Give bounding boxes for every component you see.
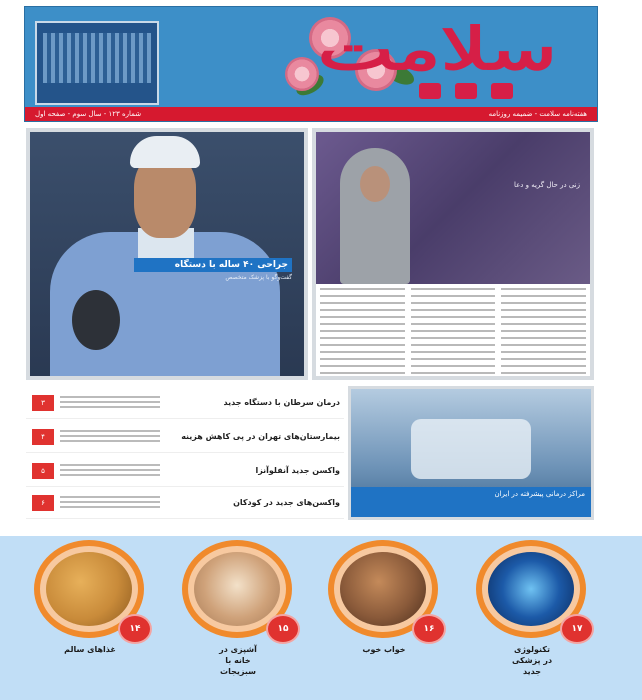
news-page-badge: ۳ <box>32 395 54 411</box>
circle-image <box>488 552 574 626</box>
masthead-building-image <box>35 21 159 105</box>
circle-image <box>340 552 426 626</box>
news-item[interactable] <box>26 456 344 487</box>
feature-article-caption: زنی در حال گریه و دعا <box>513 181 580 189</box>
masthead-strip <box>25 107 597 121</box>
news-list <box>26 386 344 520</box>
circle-feature[interactable] <box>176 540 306 690</box>
circle-feature[interactable] <box>28 540 158 690</box>
masthead-strip-right: هفته‌نامه سلامت - ضمیمه روزنامه <box>488 110 587 118</box>
doctor-cap <box>130 136 200 168</box>
masthead-title: سلامت <box>317 15 557 83</box>
news-summary <box>60 396 160 410</box>
masthead-badge <box>491 83 513 99</box>
news-page-badge: ۴ <box>32 429 54 445</box>
circle-image <box>194 552 280 626</box>
feature-article[interactable] <box>312 128 594 380</box>
masthead-badge <box>455 83 477 99</box>
text-column <box>501 288 586 376</box>
news-title[interactable]: واکسن جدید آنفلوآنزا <box>255 466 340 475</box>
news-item[interactable] <box>26 422 344 453</box>
circle-label[interactable]: غذاهای سالم <box>64 645 116 654</box>
circle-feature[interactable] <box>322 540 452 690</box>
news-summary <box>60 430 160 444</box>
woman-face <box>360 166 390 202</box>
circle-label[interactable]: تکنولوژی در پزشکی جدید <box>511 645 553 676</box>
medical-device-image <box>72 290 120 350</box>
masthead-icons <box>419 83 513 99</box>
masthead <box>24 6 598 122</box>
masthead-strip-left: شماره ۱۲۳ - سال سوم - صفحه اول <box>35 110 142 118</box>
clinic-equipment-image <box>411 419 531 479</box>
news-summary <box>60 464 160 478</box>
circle-page-badge: ۱۴ <box>118 614 152 644</box>
feature-article-photo <box>316 132 590 284</box>
circle-page-badge: ۱۷ <box>560 614 594 644</box>
feature-doctor-headline[interactable]: جراحی ۴۰ ساله با دستگاه <box>134 258 292 272</box>
clinic-caption: مراکز درمانی پیشرفته در ایران <box>351 487 591 517</box>
circle-label[interactable]: آشپزی در خانه با سبزیجات <box>219 645 257 676</box>
feature-article-body <box>316 288 590 376</box>
news-item[interactable] <box>26 488 344 519</box>
circle-page-badge: ۱۵ <box>266 614 300 644</box>
circle-image <box>46 552 132 626</box>
feature-doctor-photo[interactable] <box>26 128 308 380</box>
news-title[interactable]: واکسن‌های جدید در کودکان <box>233 498 340 507</box>
news-title[interactable]: درمان سرطان با دستگاه جدید <box>223 398 340 407</box>
text-column <box>320 288 405 376</box>
circle-label[interactable]: خواب خوب <box>362 645 406 654</box>
feature-doctor-subline: گفت‌وگو با پزشک متخصص <box>225 274 292 281</box>
text-column <box>411 288 496 376</box>
news-page-badge: ۵ <box>32 463 54 479</box>
news-title[interactable]: بیمارستان‌های تهران در پی کاهش هزینه <box>181 432 340 441</box>
masthead-badge <box>419 83 441 99</box>
news-item[interactable] <box>26 388 344 419</box>
news-summary <box>60 496 160 510</box>
circle-feature[interactable] <box>470 540 600 690</box>
circle-page-badge: ۱۶ <box>412 614 446 644</box>
news-page-badge: ۶ <box>32 495 54 511</box>
clinic-photo[interactable] <box>348 386 594 520</box>
